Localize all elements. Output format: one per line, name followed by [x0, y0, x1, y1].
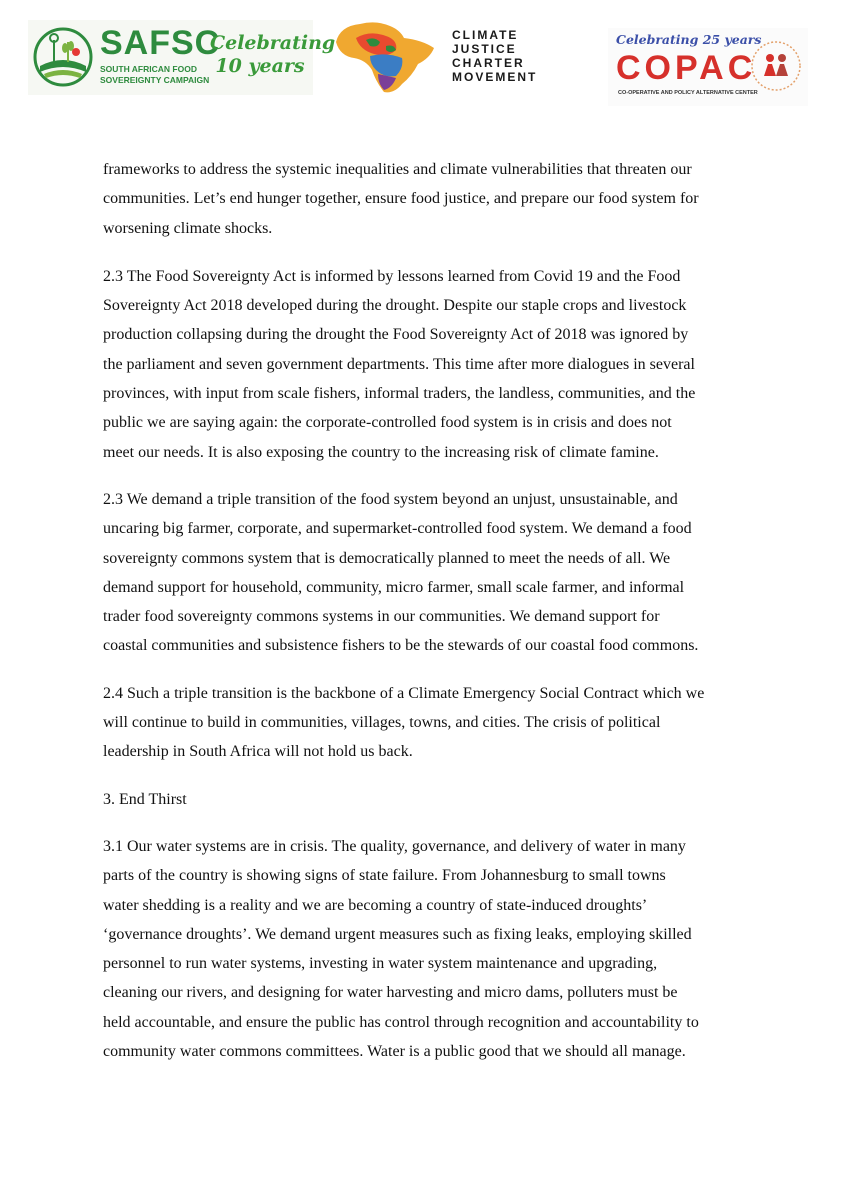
copac-logo [608, 28, 808, 106]
copac-fullname: CO-OPERATIVE AND POLICY ALTERNATIVE CENTER [618, 90, 758, 96]
text-line: 2.3 The Food Sovereignty Act is informed by lessons learned from Covid 19 and the Food [103, 267, 681, 285]
safsc-emblem-icon [32, 26, 94, 88]
text-line: held accountable, and ensure the public has control through recognition and accountability to [103, 1013, 699, 1031]
text-line: will continue to build in communities, villages, towns, and cities. The crisis of political [103, 714, 661, 732]
text-line: frameworks to address the systemic inequalities and climate vulnerabilities that threaten our [103, 161, 692, 178]
copac-acronym: COPAC [616, 49, 757, 87]
africa-map-icon [326, 18, 446, 98]
safsc-celebrating-line1: Celebrating [210, 32, 336, 54]
copac-celebrating: Celebrating 25 years [616, 32, 762, 47]
safsc-logo [28, 20, 336, 95]
text-line: coastal communities and subsistence fishers to be the stewards of our coastal food commons. [103, 637, 699, 655]
text-line: communities. Let’s end hunger together, ensure food justice, and prepare our food system for [103, 190, 699, 208]
text-line: uncaring big farmer, corporate, and supermarket-controlled food system. We demand a food [103, 520, 692, 538]
heading-text: 3. End Thirst [103, 790, 187, 808]
paragraph-3-1-water-systems [103, 832, 753, 1066]
paragraph-2-4-social-contract [103, 679, 753, 767]
text-line: parts of the country is showing signs of state failure. From Johannesburg to small towns [103, 867, 666, 885]
cjcm-name [452, 28, 537, 84]
cjcm-logo [322, 18, 544, 98]
cjcm-line4: MOVEMENT [452, 70, 538, 84]
paragraph-frameworks [103, 155, 753, 243]
text-line: water shedding is a reality and we are becoming a country of state-induced droughts’ [103, 896, 648, 914]
text-line: community water commons committees. Water is a public good that we should all manage. [103, 1043, 686, 1061]
text-line: leadership in South Africa will not hold us back. [103, 743, 413, 761]
paragraph-2-3-food-sovereignty-act [103, 262, 753, 467]
safsc-acronym: SAFSC [100, 24, 221, 62]
cjcm-line2: JUSTICE [452, 42, 517, 56]
text-line: trader food sovereignty commons systems in our communities. We demand support for [103, 608, 660, 626]
text-line: meet our needs. It is also exposing the country to the increasing risk of climate famine. [103, 443, 659, 461]
document-body [103, 155, 753, 1066]
cjcm-line3: CHARTER [452, 56, 525, 70]
safsc-fullname [100, 64, 210, 86]
paragraph-2-3-triple-transition [103, 485, 753, 661]
text-line: public we are saying again: the corporate-controlled food system is in crisis and does not [103, 414, 672, 432]
text-line: demand support for household, community, micro farmer, small scale farmer, and informal [103, 578, 685, 596]
text-line: 3.1 Our water systems are in crisis. The quality, governance, and delivery of water in many [103, 837, 686, 855]
text-line: the parliament and seven government departments. This time after more dialogues in several [103, 355, 695, 373]
text-line: production collapsing during the drought the Food Sovereignty Act of 2018 was ignored by [103, 326, 689, 344]
text-line: ‘governance droughts’. We demand urgent measures such as fixing leaks, employing skilled [103, 925, 692, 943]
text-line: sovereignty commons system that is democratically planned to meet the needs of all. We [103, 549, 671, 567]
text-line: 2.3 We demand a triple transition of the food system beyond an unjust, unsustainable, and [103, 490, 678, 508]
copac-emblem-icon [748, 38, 804, 94]
text-line: worsening climate shocks. [103, 219, 273, 237]
section-heading-end-thirst [103, 785, 753, 814]
safsc-celebrating [210, 32, 336, 78]
text-line: Sovereignty Act 2018 developed during the drought. Despite our staple crops and livestock [103, 297, 687, 315]
safsc-celebrating-line2: 10 years [215, 55, 305, 77]
text-line: cleaning our rivers, and designing for water harvesting and micro dams, polluters must be [103, 984, 678, 1002]
text-line: 2.4 Such a triple transition is the backbone of a Climate Emergency Social Contract which we [103, 684, 705, 702]
cjcm-line1: CLIMATE [452, 28, 519, 42]
safsc-fullname-line2: SOVEREIGNTY CAMPAIGN [100, 75, 210, 85]
text-line: personnel to run water systems, investing in water system maintenance and upgrading, [103, 955, 658, 973]
text-line: provinces, with input from scale fishers, informal traders, the landless, communities, and the [103, 385, 696, 403]
page-header [0, 0, 848, 110]
safsc-fullname-line1: SOUTH AFRICAN FOOD [100, 64, 197, 74]
